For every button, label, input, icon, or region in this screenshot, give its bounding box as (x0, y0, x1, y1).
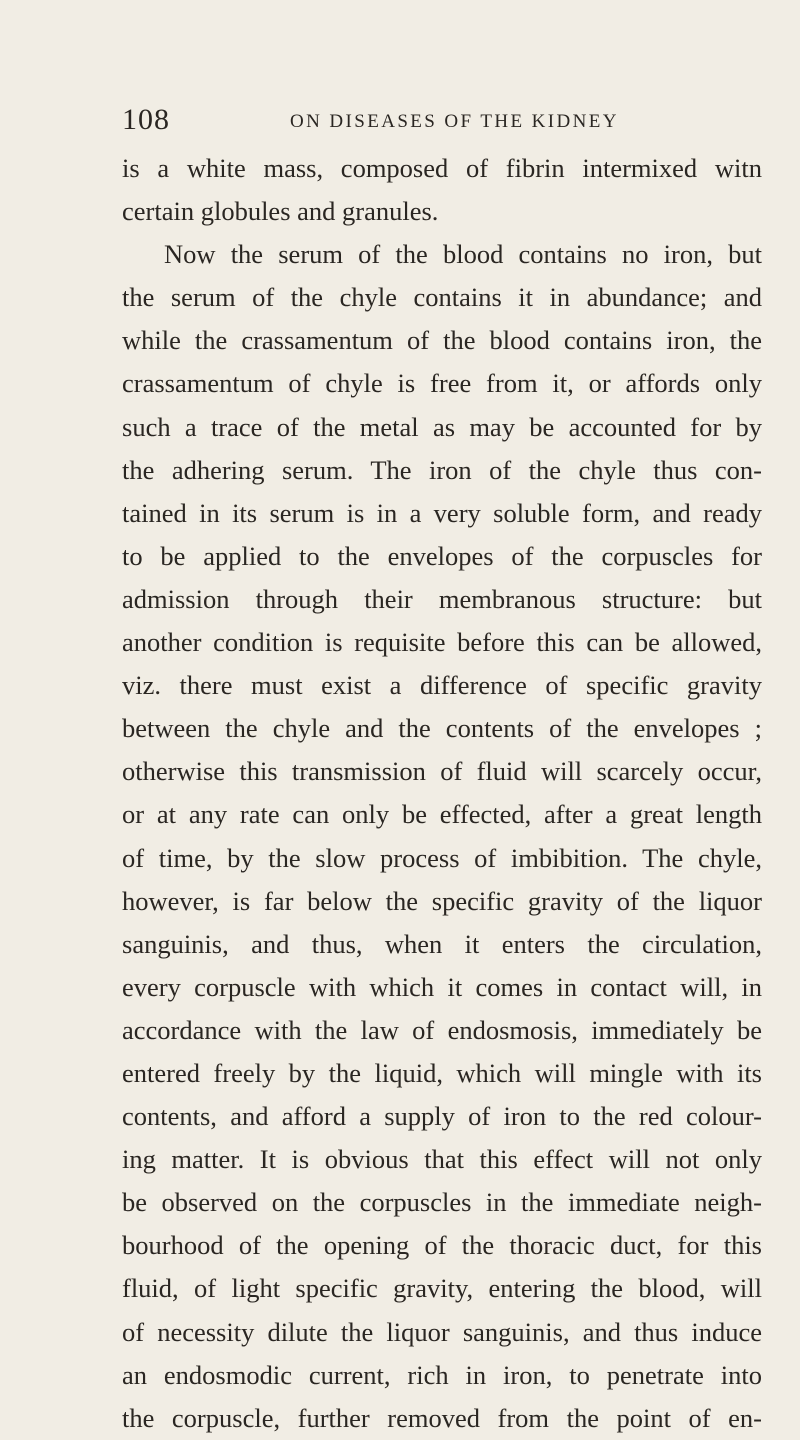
running-head-title: ON DISEASES OF THE KIDNEY (290, 111, 619, 132)
text-line: fluid, of light specific gravity, entering the blood, will (122, 1273, 762, 1304)
text-line: otherwise this transmission of fluid will scarcely occur, (122, 756, 762, 787)
text-line: Now the serum of the blood contains no iron, but (164, 239, 762, 270)
text-line: the corpuscle, further removed from the point of en- (122, 1402, 762, 1433)
text-line: or at any rate can only be effected, after a great length (122, 799, 762, 830)
text-line: ing matter. It is obvious that this effect will not only (122, 1144, 762, 1175)
text-line: another condition is requisite before this can be allowed, (122, 627, 762, 658)
text-line: to be applied to the envelopes of the corpuscles for (122, 540, 762, 571)
text-line: while the crassamentum of the blood contains iron, the (122, 325, 762, 356)
text-line: of necessity dilute the liquor sanguinis, and thus induce (122, 1316, 762, 1347)
text-line: every corpuscle with which it comes in contact will, in (122, 971, 762, 1002)
text-line: such a trace of the metal as may be accounted for by (122, 411, 762, 442)
text-line: the adhering serum. The iron of the chyle thus con- (122, 454, 762, 485)
text-line: admission through their membranous structure: but (122, 583, 762, 614)
text-line: viz. there must exist a difference of specific gravity (122, 670, 762, 701)
text-line: of time, by the slow process of imbibition. The chyle, (122, 842, 762, 873)
text-line: be observed on the corpuscles in the immediate neigh- (122, 1187, 762, 1218)
running-head (122, 100, 762, 140)
text-line: contents, and afford a supply of iron to the red colour- (122, 1101, 762, 1132)
page-number: 108 (122, 103, 170, 136)
body-text (122, 147, 762, 1440)
text-line: crassamentum of chyle is free from it, or affords only (122, 368, 762, 399)
text-line: an endosmodic current, rich in iron, to penetrate into (122, 1359, 762, 1390)
text-line: is a white mass, composed of fibrin intermixed witn (122, 153, 762, 183)
text-line: however, is far below the specific gravity of the liquor (122, 885, 762, 916)
text-line: between the chyle and the contents of the envelopes ; (122, 713, 762, 744)
text-line: certain globules and granules. (122, 196, 439, 227)
text-line: bourhood of the opening of the thoracic duct, for this (122, 1230, 762, 1261)
text-line: sanguinis, and thus, when it enters the circulation, (122, 928, 762, 959)
text-line: tained in its serum is in a very soluble form, and ready (122, 497, 762, 528)
text-line: the serum of the chyle contains it in abundance; and (122, 282, 762, 313)
text-line: accordance with the law of endosmosis, immediately be (122, 1014, 762, 1045)
text-line: entered freely by the liquid, which will mingle with its (122, 1057, 762, 1088)
